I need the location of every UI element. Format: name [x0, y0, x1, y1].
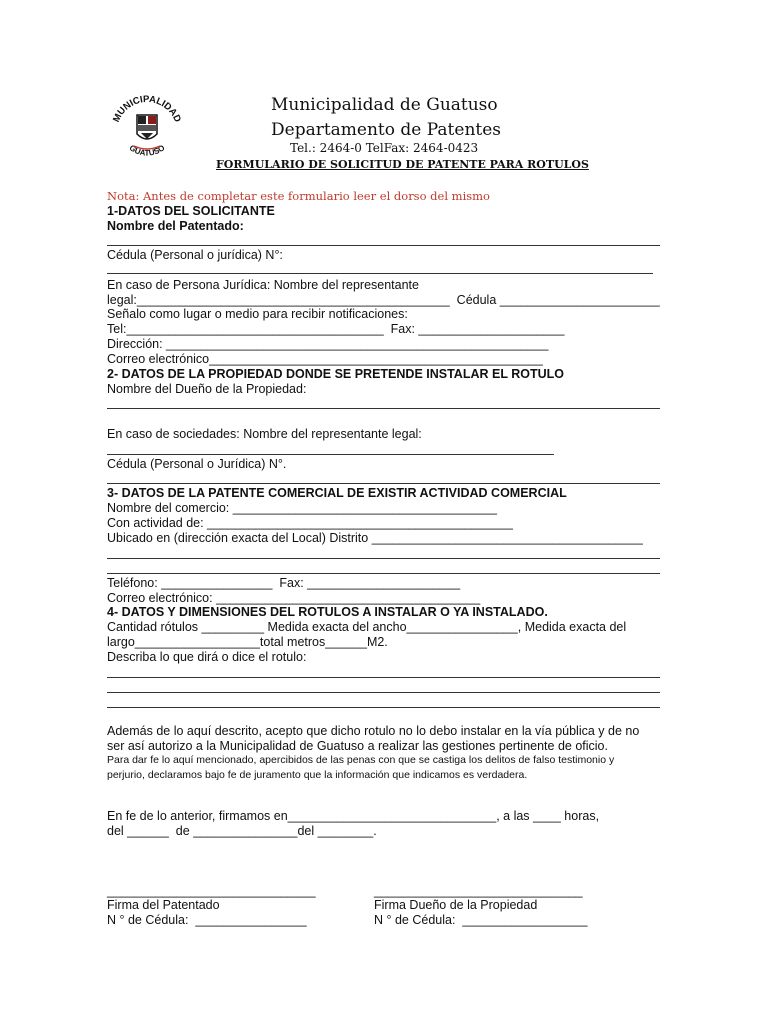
section-1-title: 1-DATOS DEL SOLICITANTE [107, 204, 275, 218]
form-title: FORMULARIO DE SOLICITUD DE PATENTE PARA ROTULOS [216, 158, 589, 171]
svg-text:MUNICIPALIDAD: MUNICIPALIDAD [110, 93, 184, 124]
ubicado-line-2[interactable] [107, 558, 660, 559]
sociedades-label: En caso de sociedades: Nombre del representante legal: [107, 427, 422, 441]
svg-text:GUATUSO: GUATUSO [127, 143, 167, 158]
section-2-title: 2- DATOS DE LA PROPIEDAD DONDE SE PRETENDE INSTALAR EL ROTULO [107, 367, 564, 381]
section-4-title: 4- DATOS Y DIMENSIONES DEL ROTULOS A INSTALAR O YA INSTALADO. [107, 605, 548, 619]
dueno-cedula-field[interactable]: N ° de Cédula: __________________ [374, 913, 588, 927]
declaration-small-1: Para dar fe lo aquí mencionado, apercibidos de las penas con que se castiga los delitos de falso testimonio y [107, 754, 615, 766]
declaration-small-2: perjurio, declaramos bajo fe de juramento que la información que indicamos es verdadera. [107, 769, 528, 781]
declaration-line-2: ser así autorizo a la Municipalidad de Guatuso a realizar las gestiones pertinente de oficio. [107, 739, 608, 753]
cedula-label: Cédula (Personal o jurídica) N°: [107, 248, 283, 262]
tel-fax-field[interactable]: Tel:_____________________________________ Fax: _____________________ [107, 322, 565, 336]
section-3-title: 3- DATOS DE LA PATENTE COMERCIAL DE EXISTIR ACTIVIDAD COMERCIAL [107, 486, 567, 500]
describa-label: Describa lo que dirá o dice el rotulo: [107, 650, 307, 664]
form-note: Nota: Antes de completar este formulario leer el dorso del mismo [107, 189, 490, 203]
propiedad-cedula-line[interactable] [107, 483, 660, 484]
describa-line-3[interactable] [107, 707, 660, 708]
firma-place-field[interactable]: En fe de lo anterior, firmamos en______________________________, a las ____ horas, [107, 809, 600, 823]
notificaciones-label: Señalo como lugar o medio para recibir notificaciones: [107, 307, 408, 321]
patentado-name-label: Nombre del Patentado: [107, 219, 244, 233]
cedula-line[interactable] [107, 273, 653, 274]
ubicado-line-3[interactable] [107, 573, 660, 574]
declaration-line-1: Además de lo aquí descrito, acepto que dicho rotulo no lo debo instalar en la vía pública y de no [107, 724, 640, 738]
patentado-cedula-field[interactable]: N ° de Cédula: ________________ [107, 913, 307, 927]
sociedades-line[interactable] [107, 454, 554, 455]
municipality-seal-logo [107, 88, 187, 168]
department-name: Departamento de Patentes [271, 120, 502, 140]
comercio-correo-field[interactable]: Correo electrónico: ______________________________________ [107, 591, 481, 605]
actividad-field[interactable]: Con actividad de: ____________________________________________ [107, 516, 513, 530]
org-name: Municipalidad de Guatuso [271, 95, 498, 115]
patentado-name-line[interactable] [107, 245, 660, 246]
describa-line-2[interactable] [107, 692, 660, 693]
juridica-label: En caso de Persona Jurídica: Nombre del representante [107, 278, 419, 292]
comercio-field[interactable]: Nombre del comercio: ______________________________________ [107, 501, 497, 515]
correo-field[interactable]: Correo electrónico________________________________________________ [107, 352, 543, 366]
direccion-field[interactable]: Dirección: _______________________________________________________ [107, 337, 549, 351]
legal-cedula-field[interactable]: legal:_____________________________________________ Cédula _______________________ [107, 293, 660, 307]
dueno-signature-line[interactable]: ______________________________ [374, 884, 583, 898]
patentado-signature-label: Firma del Patentado [107, 898, 220, 912]
dueno-line[interactable] [107, 408, 660, 409]
dueno-label: Nombre del Dueño de la Propiedad: [107, 382, 307, 396]
cantidad-ancho-field[interactable]: Cantidad rótulos _________ Medida exacta del ancho________________, Medida exacta del [107, 620, 627, 634]
telefono-fax-field[interactable]: Teléfono: ________________ Fax: ______________________ [107, 576, 461, 590]
dueno-signature-label: Firma Dueño de la Propiedad [374, 898, 538, 912]
propiedad-cedula-label: Cédula (Personal o Jurídica) N°. [107, 457, 287, 471]
ubicado-field[interactable]: Ubicado en (dirección exacta del Local) Distrito _______________________________________ [107, 531, 643, 545]
firma-date-field[interactable]: del ______ de _______________del ________. [107, 824, 377, 838]
describa-line-1[interactable] [107, 677, 660, 678]
largo-metros-field[interactable]: largo__________________total metros______M2. [107, 635, 388, 649]
patentado-signature-line[interactable]: ______________________________ [107, 884, 316, 898]
phone-numbers: Tel.: 2464-0 TelFax: 2464-0423 [290, 141, 479, 155]
